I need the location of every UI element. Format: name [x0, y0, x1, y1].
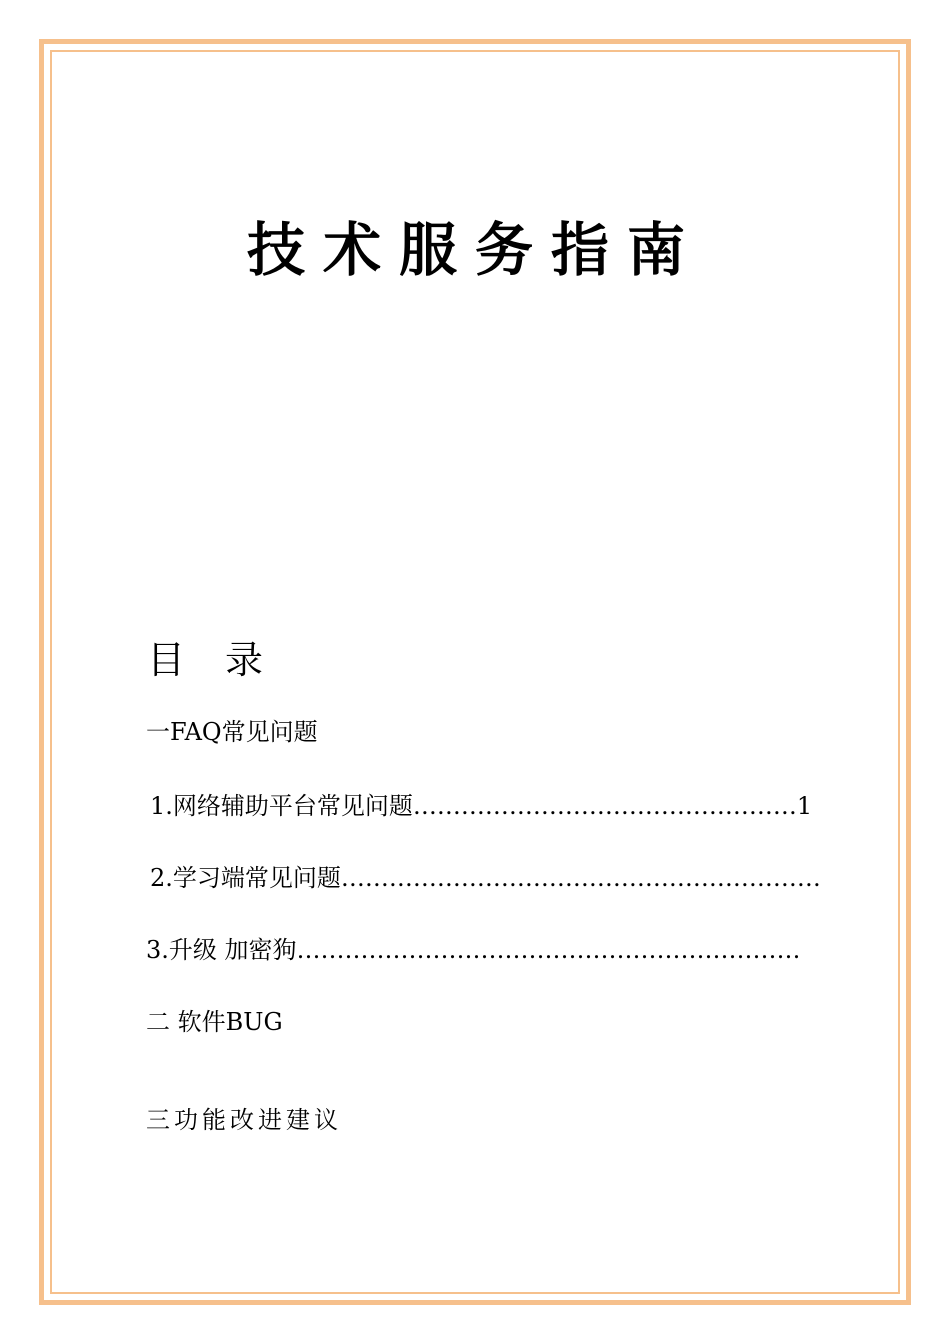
toc-item-label: 2.学习端常见问题 — [150, 864, 341, 892]
toc-item-upgrade-dongle[interactable] — [146, 934, 801, 966]
toc-heading-left: 目 — [147, 638, 188, 682]
toc-item-faq[interactable] — [146, 716, 318, 748]
toc-leader: …………………………………………………… — [340, 864, 821, 892]
toc-heading-right: 录 — [225, 638, 266, 682]
toc-item-label: 1.网络辅助平台常见问题 — [150, 792, 413, 820]
toc-leader: ………………………………………… — [412, 792, 797, 820]
toc-item-learner-faq[interactable] — [150, 862, 821, 894]
toc-item-feature-suggestions[interactable] — [146, 1104, 342, 1136]
toc-item-label: 一FAQ常见问题 — [146, 718, 318, 746]
toc-item-label: 三功能改进建议 — [146, 1106, 342, 1134]
toc-item-label: 3.升级 加密狗 — [146, 936, 297, 964]
toc-leader: ……………………………………………………… — [296, 936, 801, 964]
toc-item-label: 二 软件BUG — [146, 1008, 283, 1036]
toc-heading — [147, 635, 265, 685]
toc-page-number: 1 — [796, 792, 813, 820]
toc-item-software-bug[interactable] — [146, 1006, 283, 1038]
toc-item-platform-faq[interactable] — [150, 790, 812, 822]
document-title: 技术服务指南 — [246, 216, 703, 284]
